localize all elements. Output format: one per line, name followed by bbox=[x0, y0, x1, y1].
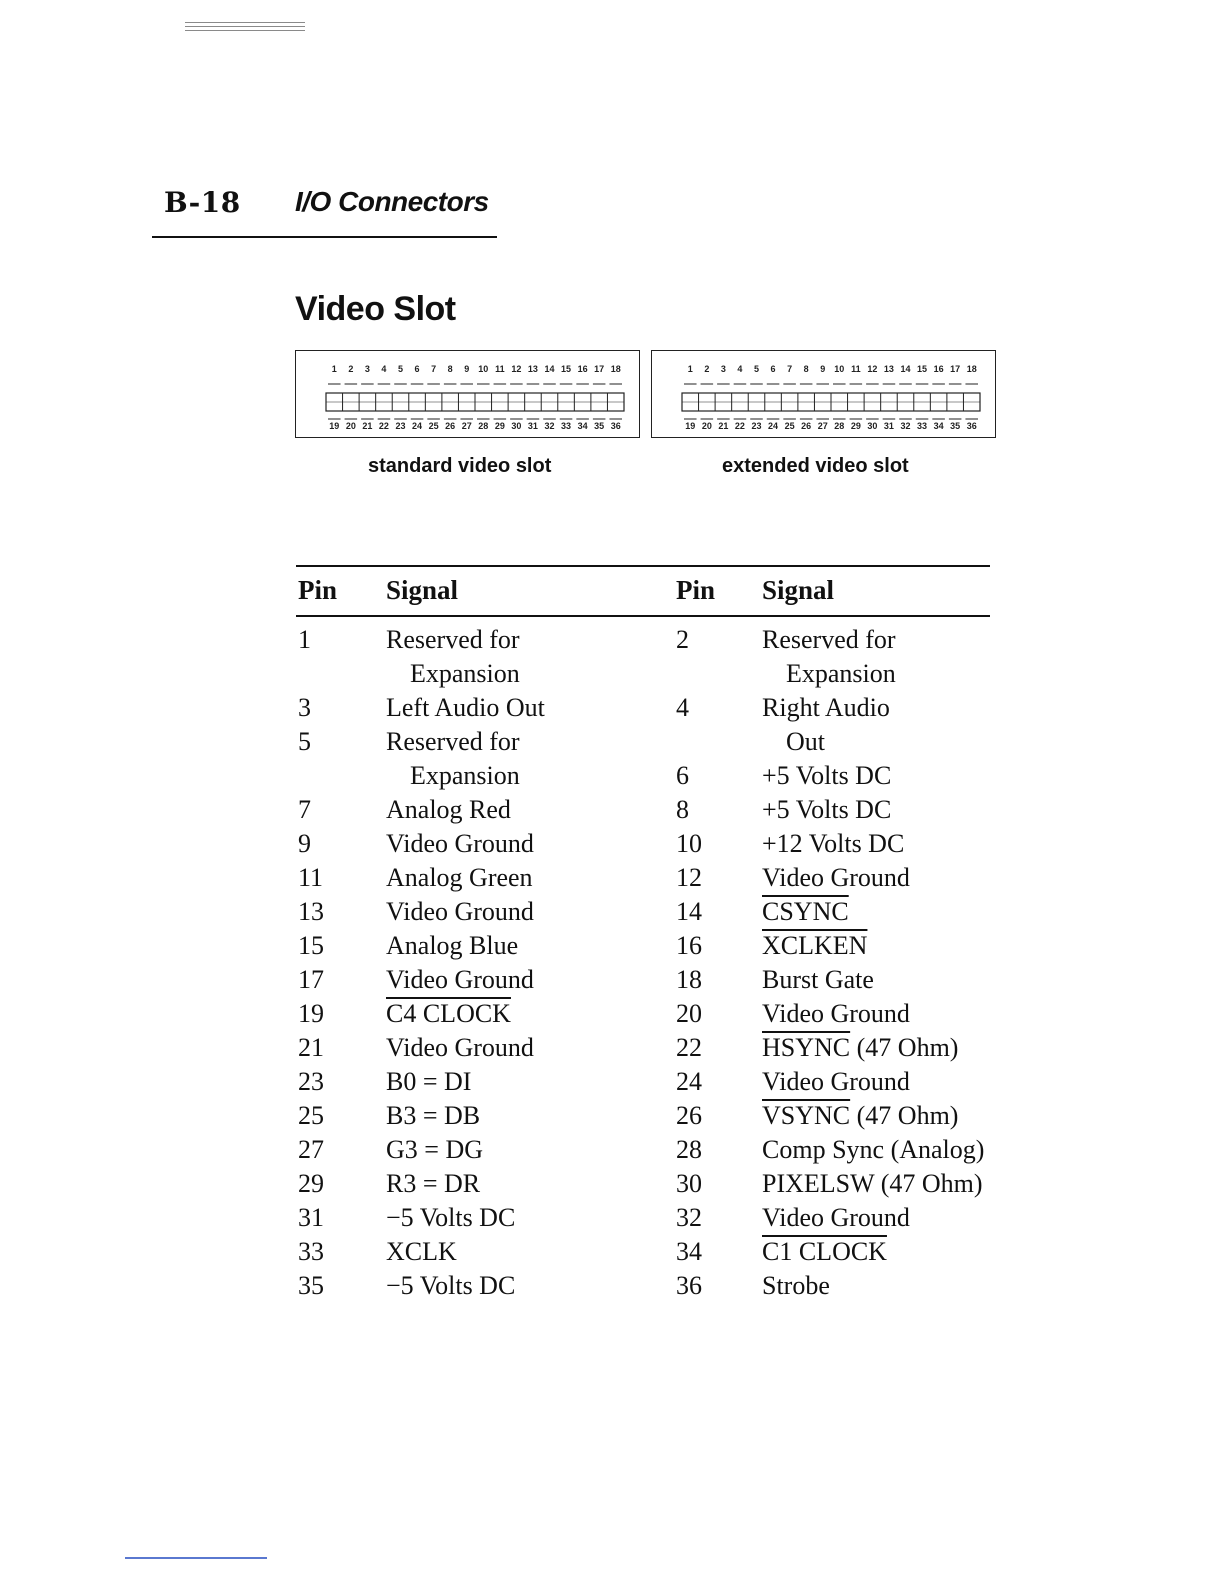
left-pin-number: 11 bbox=[298, 863, 324, 892]
standard-pin-label-top: 13 bbox=[527, 364, 538, 374]
left-pin-number: 25 bbox=[298, 1101, 324, 1130]
left-pin-number: 29 bbox=[298, 1169, 324, 1198]
left-signal-name: C4 CLOCK bbox=[386, 999, 511, 1028]
right-pin-number: 36 bbox=[676, 1271, 702, 1300]
right-signal-name: Expansion bbox=[786, 659, 896, 688]
extended-pin-label-bottom: 34 bbox=[933, 421, 944, 431]
extended-pin-label-bottom: 22 bbox=[734, 421, 745, 431]
left-pin-number: 35 bbox=[298, 1271, 324, 1300]
right-pin-number: 12 bbox=[676, 863, 702, 892]
left-pin-number: 3 bbox=[298, 693, 311, 722]
left-signal-name: Left Audio Out bbox=[386, 693, 545, 722]
extended-pin-label-bottom: 36 bbox=[966, 421, 977, 431]
standard-pin-label-top: 12 bbox=[511, 364, 522, 374]
left-pin-number: 19 bbox=[298, 999, 324, 1028]
right-signal-name: Right Audio bbox=[762, 693, 890, 722]
extended-pin-label-top: 12 bbox=[867, 364, 878, 374]
left-signal-name: Reserved for bbox=[386, 727, 520, 756]
right-pin-number: 2 bbox=[676, 625, 689, 654]
standard-pin-label-top: 17 bbox=[594, 364, 605, 374]
right-signal-name: Comp Sync (Analog) bbox=[762, 1135, 985, 1164]
extended-slot-svg bbox=[652, 351, 997, 439]
standard-pin-label-bottom: 35 bbox=[594, 421, 605, 431]
left-pin-number: 33 bbox=[298, 1237, 324, 1266]
right-pin-number: 6 bbox=[676, 761, 689, 790]
standard-pin-label-top: 6 bbox=[414, 364, 420, 374]
right-pin-number: 20 bbox=[676, 999, 702, 1028]
extended-pin-label-bottom: 20 bbox=[701, 421, 712, 431]
left-signal-name: Video Ground bbox=[386, 965, 534, 994]
extended-pin-label-bottom: 28 bbox=[834, 421, 845, 431]
standard-pin-label-bottom: 28 bbox=[478, 421, 489, 431]
standard-pin-label-bottom: 23 bbox=[395, 421, 406, 431]
extended-pin-label-top: 1 bbox=[687, 364, 693, 374]
right-signal-name: Video Ground bbox=[762, 863, 910, 892]
extended-pin-label-bottom: 23 bbox=[751, 421, 762, 431]
page-number: B-18 bbox=[164, 186, 241, 219]
standard-pin-label-bottom: 29 bbox=[494, 421, 505, 431]
left-signal-name: −5 Volts DC bbox=[386, 1203, 516, 1232]
extended-pin-label-bottom: 26 bbox=[801, 421, 812, 431]
extended-pin-label-top: 10 bbox=[834, 364, 845, 374]
standard-pin-label-bottom: 25 bbox=[428, 421, 439, 431]
page-header bbox=[152, 186, 497, 238]
extended-pin-label-bottom: 32 bbox=[900, 421, 911, 431]
right-pin-number: 32 bbox=[676, 1203, 702, 1232]
extended-pin-label-bottom: 29 bbox=[850, 421, 861, 431]
extended-pin-label-top: 17 bbox=[950, 364, 961, 374]
standard-slot-caption: standard video slot bbox=[368, 455, 552, 477]
extended-slot-diagram bbox=[651, 350, 996, 438]
left-signal-name: Analog Green bbox=[386, 863, 533, 892]
left-pin-number: 5 bbox=[298, 727, 311, 756]
right-signal-name: HSYNC (47 Ohm) bbox=[762, 1033, 959, 1062]
right-pin-number: 30 bbox=[676, 1169, 702, 1198]
right-signal-name: Reserved for bbox=[762, 625, 896, 654]
left-signal-name: B0 = DI bbox=[386, 1067, 472, 1096]
header-signal-right: Signal bbox=[762, 575, 835, 605]
extended-pin-label-top: 18 bbox=[966, 364, 977, 374]
extended-pin-label-top: 6 bbox=[770, 364, 776, 374]
left-signal-name: G3 = DG bbox=[386, 1135, 483, 1164]
extended-pin-label-bottom: 35 bbox=[950, 421, 961, 431]
right-pin-number: 4 bbox=[676, 693, 689, 722]
right-pin-number: 26 bbox=[676, 1101, 702, 1130]
left-signal-name: XCLK bbox=[386, 1237, 457, 1266]
standard-pin-label-bottom: 30 bbox=[511, 421, 522, 431]
extended-pin-label-top: 3 bbox=[720, 364, 726, 374]
left-pin-number: 21 bbox=[298, 1033, 324, 1062]
extended-pin-label-top: 8 bbox=[803, 364, 809, 374]
left-pin-number: 31 bbox=[298, 1203, 324, 1232]
extended-slot-caption: extended video slot bbox=[722, 455, 909, 477]
left-pin-number: 1 bbox=[298, 625, 311, 654]
left-signal-name: Analog Red bbox=[386, 795, 511, 824]
right-signal-name: C1 CLOCK bbox=[762, 1237, 887, 1266]
right-pin-number: 8 bbox=[676, 795, 689, 824]
standard-pin-label-top: 16 bbox=[577, 364, 588, 374]
extended-pin-label-bottom: 25 bbox=[784, 421, 795, 431]
left-signal-name: Video Ground bbox=[386, 829, 534, 858]
right-pin-number: 28 bbox=[676, 1135, 702, 1164]
right-pin-number: 10 bbox=[676, 829, 702, 858]
extended-pin-label-top: 15 bbox=[917, 364, 928, 374]
right-signal-name: +5 Volts DC bbox=[762, 795, 892, 824]
standard-pin-label-top: 18 bbox=[610, 364, 621, 374]
right-signal-name: PIXELSW (47 Ohm) bbox=[762, 1169, 983, 1198]
extended-pin-label-bottom: 33 bbox=[917, 421, 928, 431]
standard-pin-label-bottom: 27 bbox=[461, 421, 472, 431]
left-pin-number: 7 bbox=[298, 795, 311, 824]
scan-mark bbox=[185, 22, 305, 32]
table-top-rule bbox=[296, 565, 990, 567]
left-pin-number: 9 bbox=[298, 829, 311, 858]
right-signal-name: Burst Gate bbox=[762, 965, 874, 994]
extended-pin-label-top: 11 bbox=[851, 364, 861, 374]
left-signal-name: B3 = DB bbox=[386, 1101, 481, 1130]
right-signal-name: Out bbox=[786, 727, 825, 756]
standard-pin-label-top: 8 bbox=[447, 364, 453, 374]
left-pin-number: 15 bbox=[298, 931, 324, 960]
standard-pin-label-top: 3 bbox=[364, 364, 370, 374]
extended-pin-label-bottom: 19 bbox=[685, 421, 696, 431]
left-signal-name: R3 = DR bbox=[386, 1169, 481, 1198]
left-signal-name: Expansion bbox=[410, 659, 520, 688]
left-pin-number: 17 bbox=[298, 965, 324, 994]
left-pin-number: 13 bbox=[298, 897, 324, 926]
left-pin-number: 27 bbox=[298, 1135, 324, 1164]
left-signal-name: Analog Blue bbox=[386, 931, 519, 960]
standard-pin-label-top: 15 bbox=[561, 364, 572, 374]
right-signal-name: Video Ground bbox=[762, 1067, 910, 1096]
extended-pin-label-top: 14 bbox=[900, 364, 911, 374]
table-header-rule bbox=[296, 615, 990, 617]
extended-pin-label-bottom: 31 bbox=[883, 421, 894, 431]
overlined-signal: HSYNC bbox=[762, 1033, 851, 1062]
header-pin-right: Pin bbox=[676, 575, 716, 605]
left-signal-name: Video Ground bbox=[386, 1033, 534, 1062]
standard-slot-diagram bbox=[295, 350, 640, 438]
extended-pin-label-top: 2 bbox=[704, 364, 710, 374]
extended-pin-label-bottom: 24 bbox=[768, 421, 779, 431]
right-signal-name: Video Ground bbox=[762, 999, 910, 1028]
section-title: Video Slot bbox=[295, 290, 456, 328]
extended-pin-label-top: 16 bbox=[933, 364, 944, 374]
right-signal-name: VSYNC (47 Ohm) bbox=[762, 1101, 959, 1130]
right-signal-name: XCLKEN bbox=[762, 931, 868, 960]
standard-pin-label-bottom: 20 bbox=[345, 421, 356, 431]
standard-pin-label-top: 10 bbox=[478, 364, 489, 374]
right-signal-name: Video Ground bbox=[762, 1203, 910, 1232]
standard-pin-label-bottom: 21 bbox=[362, 421, 373, 431]
right-pin-number: 22 bbox=[676, 1033, 702, 1062]
header-signal-left: Signal bbox=[386, 575, 459, 605]
standard-pin-label-top: 1 bbox=[331, 364, 337, 374]
standard-pin-label-bottom: 31 bbox=[527, 421, 538, 431]
standard-pin-label-bottom: 34 bbox=[577, 421, 588, 431]
right-pin-number: 24 bbox=[676, 1067, 702, 1096]
chapter-title: I/O Connectors bbox=[295, 186, 489, 217]
standard-pin-label-bottom: 19 bbox=[329, 421, 340, 431]
extended-pin-label-bottom: 30 bbox=[867, 421, 878, 431]
left-signal-name: Reserved for bbox=[386, 625, 520, 654]
standard-pin-label-top: 7 bbox=[431, 364, 437, 374]
standard-slot-svg bbox=[296, 351, 641, 439]
right-signal-name: Strobe bbox=[762, 1271, 830, 1300]
extended-pin-label-top: 7 bbox=[787, 364, 793, 374]
right-signal-name: +12 Volts DC bbox=[762, 829, 905, 858]
standard-pin-label-bottom: 24 bbox=[412, 421, 423, 431]
standard-pin-label-bottom: 32 bbox=[544, 421, 555, 431]
left-signal-name: −5 Volts DC bbox=[386, 1271, 516, 1300]
standard-pin-label-top: 9 bbox=[464, 364, 470, 374]
extended-pin-label-bottom: 27 bbox=[817, 421, 828, 431]
footer-line bbox=[125, 1557, 267, 1559]
standard-pin-label-bottom: 33 bbox=[561, 421, 572, 431]
standard-pin-label-top: 4 bbox=[381, 364, 387, 374]
right-signal-name: CSYNC bbox=[762, 897, 849, 926]
extended-pin-label-top: 13 bbox=[883, 364, 894, 374]
left-signal-name: Video Ground bbox=[386, 897, 534, 926]
standard-pin-label-top: 5 bbox=[397, 364, 404, 374]
right-pin-number: 14 bbox=[676, 897, 702, 926]
header-pin-left: Pin bbox=[298, 575, 338, 605]
right-signal-name: +5 Volts DC bbox=[762, 761, 892, 790]
extended-pin-label-bottom: 21 bbox=[718, 421, 729, 431]
standard-pin-label-top: 2 bbox=[348, 364, 354, 374]
standard-pin-label-top: 14 bbox=[544, 364, 555, 374]
left-pin-number: 23 bbox=[298, 1067, 324, 1096]
left-signal-name: Expansion bbox=[410, 761, 520, 790]
extended-pin-label-top: 9 bbox=[820, 364, 826, 374]
overlined-signal: VSYNC bbox=[762, 1101, 851, 1130]
standard-pin-label-bottom: 22 bbox=[378, 421, 389, 431]
extended-pin-label-top: 5 bbox=[753, 364, 760, 374]
standard-pin-label-top: 11 bbox=[495, 364, 505, 374]
right-pin-number: 16 bbox=[676, 931, 702, 960]
standard-pin-label-bottom: 26 bbox=[445, 421, 456, 431]
extended-pin-label-top: 4 bbox=[737, 364, 743, 374]
right-pin-number: 18 bbox=[676, 965, 702, 994]
standard-pin-label-bottom: 36 bbox=[610, 421, 621, 431]
right-pin-number: 34 bbox=[676, 1237, 702, 1266]
